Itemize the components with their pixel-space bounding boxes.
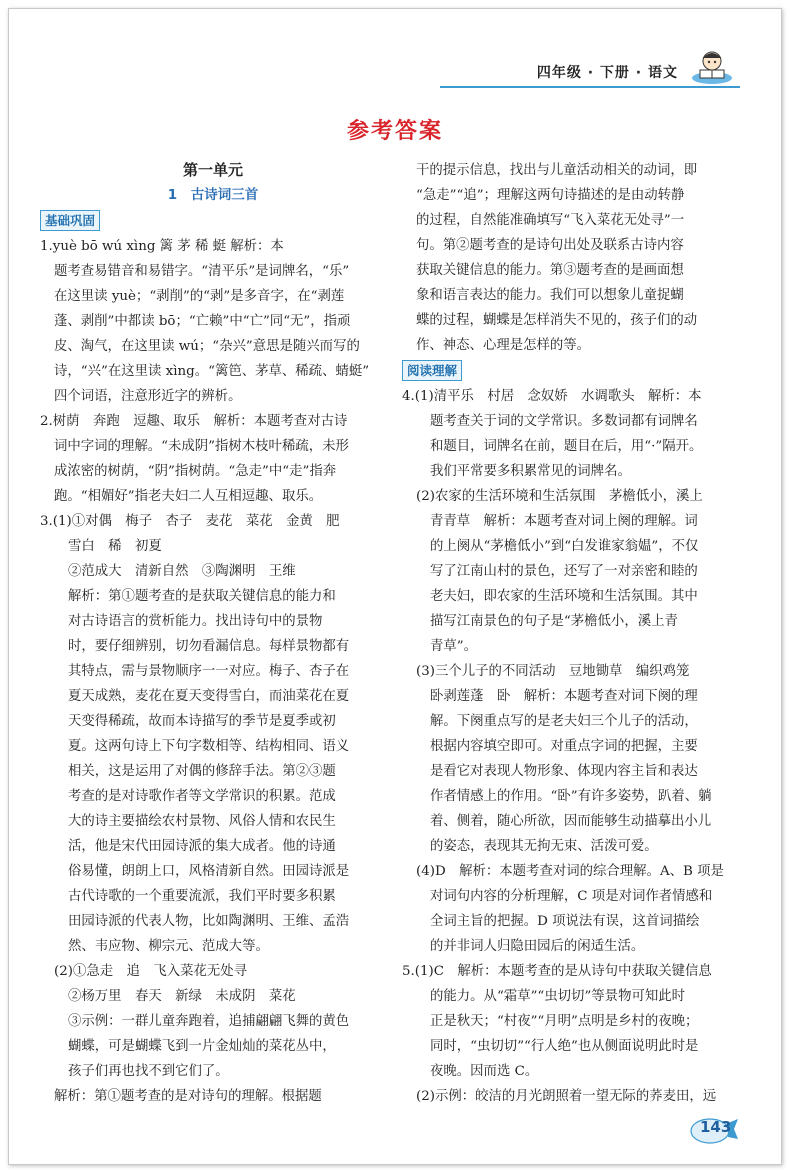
- header-text: 四年级 · 下册 · 语文: [536, 65, 678, 81]
- answer-q1: 1.yuè bō wú xìng 篱 茅 稀 蜓 解析：本 题考查易错音和易错字。“清平乐”是词牌名，“乐” 在这里读 yuè；“剥削”的“剥”是多音字，在“剥莲 蓬、剥削”中都读 bō；“亡赖”中“亡”同“无”，指顽 皮、淘气，在这里读 wú；“杂兴”意思是随兴而写的 诗，“兴”在这里读 xìng。“篱笆、茅草、稀疏、蜻蜓” 四个词语，注意形近字的辨析。: [40, 239, 370, 404]
- answer-q4-1: 4.(1)清平乐 村居 念奴娇 水调歌头 解析：本 题考查关于词的文学常识。多数词都有词牌名 和题目，词牌名在前，题目在后，用“·”隔开。 我们平常要多积累常见的词牌名。: [402, 389, 703, 479]
- page-title: 参考答案: [346, 119, 443, 144]
- running-header: [440, 58, 740, 88]
- answer-q3-1: 3.(1)①对偶 梅子 杏子 麦花 菜花 金黄 肥 雪白 稀 初夏 ②范成大 清新自然 ③陶渊明 王维 解析：第①题考查的是获取关键信息的能力和 对古诗语言的赏析能力。找出诗句中的景物 时，要仔细辨别，切勿看漏信息。每样景物都有 其特点，需与景物顺序一一对应。梅子、杏子在 夏天成熟，麦花在夏天变得雪白，而油菜花在夏 天变得稀疏，故而本诗描写的季节是夏季或初 夏。这两句诗上下句字数相等、结构相同、语义 相关，这是运用了对偶的修辞手法。第②③题 考查的是对诗歌作者等文学常识的积累。范成 大的诗主要描绘农村景物、风俗人情和农民生 活，他是宋代田园诗派的集大成者。他的诗通 俗易懂，朗朗上口，风格清新自然。田园诗派是 古代诗歌的一个重要流派，我们平时要多积累 田园诗派的代表人物，比如陶渊明、王维、孟浩 然、韦应物、柳宗元、范成大等。: [40, 514, 350, 954]
- right-column: [402, 158, 754, 1109]
- section-tag-basic: 基础巩固: [40, 210, 100, 231]
- answer-q3-2-continued: 干的提示信息，找出与儿童活动相关的动词，即 “急走”“追”；理解这两句诗描述的是由动转静 的过程，自然能准确填写“飞入菜花无处寻”一 句。第②题考查的是诗句出处及联系古诗内容 获取关键信息的能力。第③题考查的是画面想 象和语言表达的能力。我们可以想象儿童捉蝴 蝶的过程，蝴蝶是怎样消失不见的，孩子们的动 作、神态、心理是怎样的等。: [416, 163, 698, 353]
- answer-q3-2: (2)①急走 追 飞入菜花无处寻 ②杨万里 春天 新绿 未成阴 菜花 ③示例：一群儿童奔跑着，追捕翩翩飞舞的黄色 蝴蝶，可是蝴蝶飞到一片金灿灿的菜花丛中， 孩子们再也找不到它们了。 解析：第①题考查的是对诗句的理解。根据题: [54, 964, 350, 1104]
- answer-q2: 2.树荫 奔跑 逗趣、取乐 解析：本题考查对古诗 词中字词的理解。“未成阴”指树木枝叶稀疏，未形 成浓密的树荫，“阴”指树荫。“急走”中“走”指奔 跑。“相媚好”指老夫妇二人互相逗趣、取乐。: [40, 414, 349, 504]
- answer-q4-3: (3)三个儿子的不同活动 豆地锄草 编织鸡笼 卧剥莲蓬 卧 解析：本题考查对词下阕的理 解。下阕重点写的是老夫妇三个儿子的活动， 根据内容填空即可。对重点字词的把握，主要 是看它对表现人物形象、体现内容主旨和表达 作者情感上的作用。“卧”有许多姿势，趴着、躺 着、侧着，随心所欲，因而能够生动描摹出小儿 的姿态，表现其无拘无束、活泼可爱。: [416, 664, 712, 854]
- mascot-reading-icon: [690, 48, 734, 86]
- left-column: [40, 158, 386, 1109]
- page-number: 143: [700, 1118, 732, 1136]
- unit-heading: 第一单元: [182, 161, 243, 179]
- lesson-heading: 1 古诗词三首: [167, 187, 259, 203]
- answer-q5-1: 5.(1)C 解析：本题考查的是从诗句中获取关键信息 的能力。从“霜草”“虫切切”等景物可知此时 正是秋天；“村夜”“月明”点明是乡村的夜晚； 同时，“虫切切”“行人绝”也从侧面说明此时是 夜晚。因而选 C。: [402, 964, 712, 1079]
- section-tag-reading: 阅读理解: [402, 360, 462, 381]
- answer-q4-2: (2)农家的生活环境和生活氛围 茅檐低小，溪上 青青草 解析：本题考查对词上阕的理解。词 的上阕从“茅檐低小”到“白发谁家翁媪”，不仅 写了江南山村的景色，还写了一对亲密和睦的 老夫妇，即农家的生活环境和生活氛围。其中 描写江南景色的句子是“茅檐低小，溪上青 青草”。: [416, 489, 703, 654]
- answer-q5-2: (2)示例：皎洁的月光朗照着一望无际的荞麦田，远: [416, 1089, 717, 1104]
- answer-q4-4: (4)D 解析：本题考查对词的综合理解。A、B 项是 对词句内容的分析理解，C 项是对词作者情感和 全词主旨的把握。D 项说法有误，这首词描绘 的并非词人归隐田园后的闲适生活。: [416, 864, 724, 954]
